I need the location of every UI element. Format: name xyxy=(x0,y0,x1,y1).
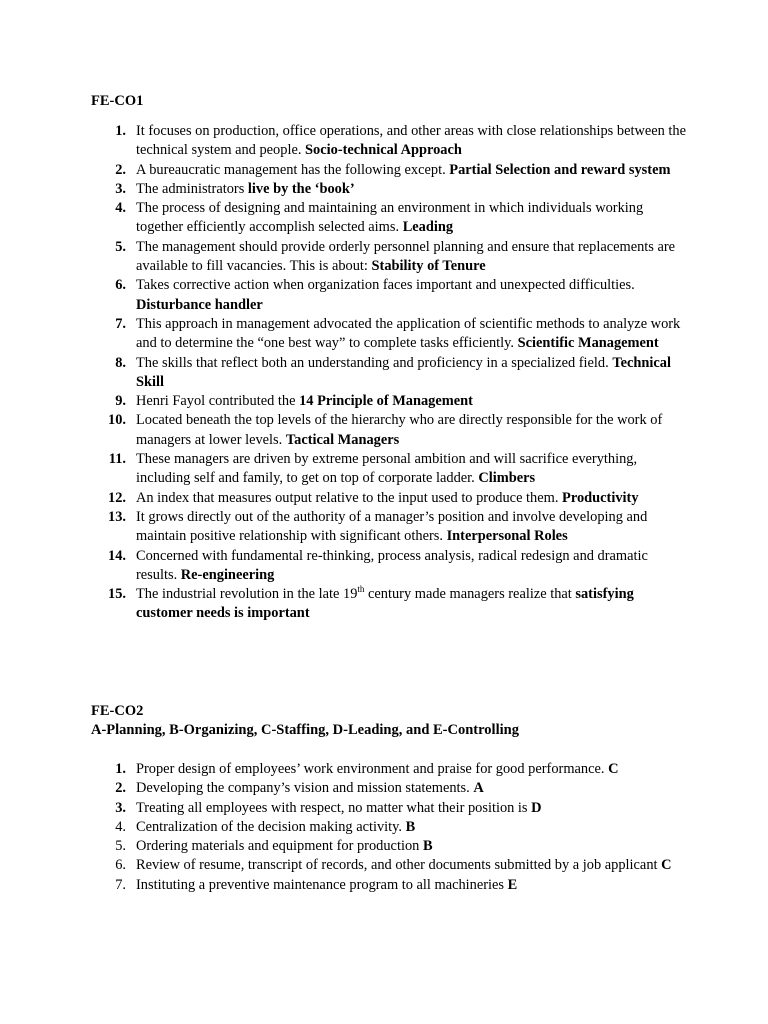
question-answer: Tactical Managers xyxy=(285,431,400,448)
question-text: Developing the company’s vision and mission statements. xyxy=(136,780,470,797)
question-item xyxy=(91,411,691,450)
question-answer: D xyxy=(531,799,542,816)
question-number: 11. xyxy=(108,451,126,468)
question-number: 3. xyxy=(115,799,126,816)
question-number: 2. xyxy=(115,161,126,178)
question-item xyxy=(91,354,691,393)
question-number: 4. xyxy=(115,818,126,835)
question-text: An index that measures output relative to the input used to produce them. xyxy=(136,489,559,506)
question-answer: satisfying customer needs is important xyxy=(136,586,634,622)
question-item xyxy=(91,760,691,779)
question-item xyxy=(91,585,691,624)
question-text: It grows directly out of the authority of a manager’s position and involve developing and maintain positive relationship with significant others. xyxy=(136,508,648,545)
question-item xyxy=(91,199,691,238)
question-number: 6. xyxy=(115,277,126,294)
question-text: The management should provide orderly personnel planning and ensure that replacements are available to fill vacancies. This is about: xyxy=(136,238,676,275)
question-number: 13. xyxy=(108,508,126,525)
question-text: Instituting a preventive maintenance program to all machineries xyxy=(136,876,505,893)
question-text: A bureaucratic management has the following except. xyxy=(136,161,446,178)
question-item xyxy=(91,876,691,895)
section-title: FE-CO2 xyxy=(91,703,144,719)
question-answer: 14 Principle of Management xyxy=(299,393,473,410)
section-title: FE-CO1 xyxy=(91,93,144,109)
question-number: 14. xyxy=(108,547,126,564)
question-answer: Socio-technical Approach xyxy=(305,142,462,159)
question-text: Concerned with fundamental re-thinking, process analysis, radical redesign and dramatic results. xyxy=(136,547,648,583)
question-text: This approach in management advocated the application of scientific methods to analyze work and to determine the “one best way” to complete tasks efficiently. xyxy=(136,315,681,352)
question-number: 1. xyxy=(115,761,126,777)
question-item xyxy=(91,238,691,277)
question-item xyxy=(91,547,691,586)
question-number: 10. xyxy=(108,412,126,429)
question-number: 7. xyxy=(115,876,126,893)
question-number: 6. xyxy=(115,857,126,874)
question-text: Henri Fayol contributed the xyxy=(136,393,296,410)
question-answer: Productivity xyxy=(562,489,639,506)
question-answer: C xyxy=(661,857,672,874)
question-text: The industrial revolution in the late 19 xyxy=(136,586,358,603)
fe-co2-question-list xyxy=(91,760,691,895)
question-answer: B xyxy=(422,838,433,855)
question-answer: B xyxy=(405,818,416,835)
question-item xyxy=(91,856,691,875)
question-answer: E xyxy=(507,876,518,893)
question-text: Proper design of employees’ work environment and praise for good performance. xyxy=(136,761,605,777)
question-item xyxy=(91,799,691,818)
question-number: 7. xyxy=(115,315,126,332)
question-item xyxy=(91,392,691,411)
question-text: It focuses on production, office operations, and other areas with close relationships between the technical system and people. xyxy=(136,123,687,159)
question-answer: Partial Selection and reward system xyxy=(449,161,671,178)
question-text-cont: century made managers realize that xyxy=(364,586,572,603)
question-number: 1. xyxy=(115,123,126,139)
question-number: 15. xyxy=(108,586,126,603)
question-item xyxy=(91,315,691,354)
question-item xyxy=(91,180,691,199)
question-item xyxy=(91,489,691,508)
question-number: 9. xyxy=(115,393,126,410)
question-text: Located beneath the top levels of the hierarchy who are directly responsible for the work of managers at lower levels. xyxy=(136,412,663,448)
question-item xyxy=(91,779,691,798)
question-number: 3. xyxy=(115,180,126,197)
question-answer: Climbers xyxy=(478,470,536,487)
question-text: The skills that reflect both an understanding and proficiency in a specialized field. xyxy=(136,354,609,371)
question-item xyxy=(91,122,691,161)
question-answer: C xyxy=(608,761,619,777)
question-number: 5. xyxy=(115,838,126,855)
question-text: Review of resume, transcript of records, and other documents submitted by a job applicant xyxy=(136,857,658,874)
question-item xyxy=(91,161,691,180)
question-text: These managers are driven by extreme personal ambition and will sacrifice everything, including self and family, to get on top of corporate ladder. xyxy=(136,451,638,487)
question-number: 2. xyxy=(115,780,126,797)
question-text: Centralization of the decision making activity. xyxy=(136,818,403,835)
question-item xyxy=(91,276,691,315)
question-answer: live by the ‘book’ xyxy=(247,180,355,197)
question-number: 5. xyxy=(115,238,126,255)
question-item xyxy=(91,508,691,547)
question-answer: Disturbance handler xyxy=(136,296,263,313)
question-text: The process of designing and maintaining an environment in which individuals working together efficiently accomplish selected aims. xyxy=(136,200,644,236)
question-answer: Leading xyxy=(402,219,454,236)
fe-co1-question-list xyxy=(91,122,691,624)
section-legend: A-Planning, B-Organizing, C-Staffing, D-Leading, and E-Controlling xyxy=(91,722,519,738)
question-answer: Scientific Management xyxy=(517,335,659,352)
question-text: Takes corrective action when organization faces important and unexpected difficulties. xyxy=(136,277,635,294)
question-answer: Stability of Tenure xyxy=(371,258,486,275)
question-text: The administrators xyxy=(136,180,245,197)
question-item xyxy=(91,837,691,856)
question-item xyxy=(91,818,691,837)
question-answer: A xyxy=(473,780,484,797)
question-answer: Re-engineering xyxy=(180,566,275,583)
question-text: Ordering materials and equipment for production xyxy=(136,838,420,855)
question-number: 8. xyxy=(115,354,126,371)
question-number: 4. xyxy=(115,200,126,217)
superscript: th xyxy=(357,584,365,595)
section-fe-co1 xyxy=(91,92,691,111)
question-answer: Interpersonal Roles xyxy=(446,528,568,545)
question-text: Treating all employees with respect, no matter what their position is xyxy=(136,799,528,816)
question-number: 12. xyxy=(108,489,126,506)
question-answer: Technical Skill xyxy=(136,354,671,390)
section-fe-co2 xyxy=(91,702,691,740)
question-item xyxy=(91,450,691,489)
